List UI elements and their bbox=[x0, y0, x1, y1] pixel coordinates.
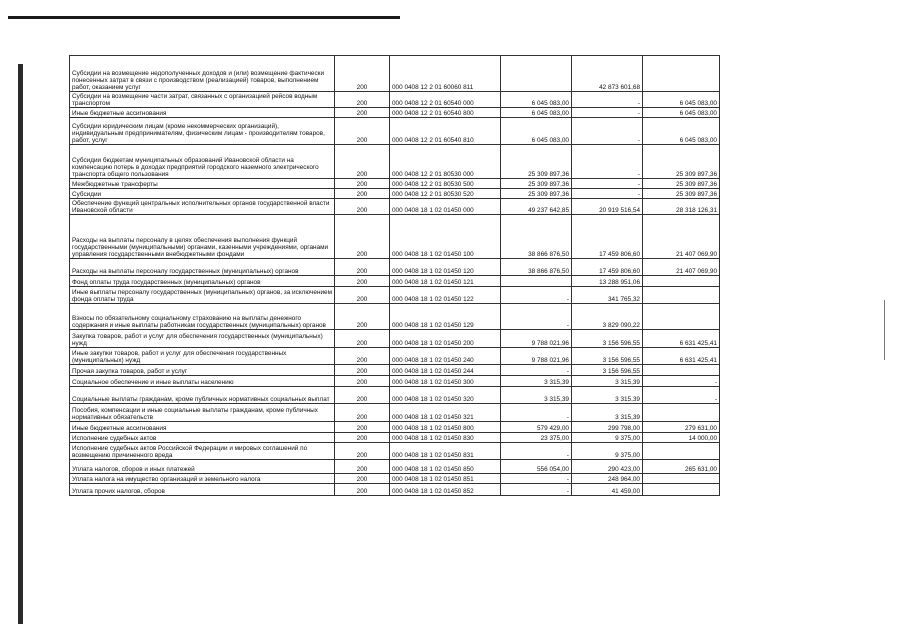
row-budget-code: 000 0408 12 2 01 60540 810 bbox=[390, 118, 501, 145]
row-approved: 25 309 897,36 bbox=[501, 145, 572, 179]
table-row bbox=[70, 92, 720, 108]
row-budget-code: 000 0408 18 1 02 01450 830 bbox=[390, 433, 501, 443]
row-approved: 579 429,00 bbox=[501, 422, 572, 433]
row-name: Субсидии bbox=[70, 189, 335, 199]
row-name: Социальное обеспечение и иные выплаты населению bbox=[70, 376, 335, 387]
row-approved: - bbox=[501, 304, 572, 330]
row-budget-code: 000 0408 18 1 02 01450 000 bbox=[390, 199, 501, 215]
table-row bbox=[70, 460, 720, 474]
row-name: Уплата налога на имущество организаций и земельного налога bbox=[70, 474, 335, 484]
row-name: Иные бюджетные ассигнования bbox=[70, 108, 335, 118]
row-budget-code: 000 0408 12 2 01 80530 500 bbox=[390, 179, 501, 189]
row-name: Иные закупки товаров, работ и услуг для обеспечения государственных (муниципальных) нужд bbox=[70, 348, 335, 365]
row-name: Исполнение судебных актов Российской Федерации и мировых соглашений по возмещению причиненного вреда bbox=[70, 443, 335, 460]
row-executed: 3 156 596,55 bbox=[572, 330, 643, 348]
row-approved: - bbox=[501, 287, 572, 304]
table-row bbox=[70, 474, 720, 484]
table-row bbox=[70, 189, 720, 199]
row-approved: 49 237 642,85 bbox=[501, 199, 572, 215]
row-executed: 248 964,00 bbox=[572, 474, 643, 484]
row-executed: 3 315,39 bbox=[572, 376, 643, 387]
row-name: Исполнение судебных актов bbox=[70, 433, 335, 443]
row-admin-code: 200 bbox=[335, 348, 390, 365]
row-unexecuted: 14 000,00 bbox=[643, 433, 720, 443]
row-budget-code: 000 0408 12 2 01 80530 000 bbox=[390, 145, 501, 179]
row-name: Субсидии на возмещение части затрат, связанных с организацией рейсов водным транспортом bbox=[70, 92, 335, 108]
row-approved: 23 375,00 bbox=[501, 433, 572, 443]
row-unexecuted: 6 045 083,00 bbox=[643, 108, 720, 118]
row-name: Иные выплаты персоналу государственных (муниципальных) органов, за исключением фонда оплаты труда bbox=[70, 287, 335, 304]
row-admin-code: 200 bbox=[335, 287, 390, 304]
row-budget-code: 000 0408 18 1 02 01450 831 bbox=[390, 443, 501, 460]
row-name: Обеспечение функций центральных исполнительных органов государственной власти Ивановской области bbox=[70, 199, 335, 215]
row-unexecuted: 279 631,00 bbox=[643, 422, 720, 433]
table-row bbox=[70, 145, 720, 179]
row-approved: 6 045 083,00 bbox=[501, 118, 572, 145]
row-name: Иные бюджетные ассигнования bbox=[70, 422, 335, 433]
budget-execution-table bbox=[69, 55, 720, 496]
table-row bbox=[70, 422, 720, 433]
row-unexecuted bbox=[643, 276, 720, 287]
row-name: Расходы на выплаты персоналу в целях обеспечения выполнения функций государственными (муниципальными) органами, казенными учреждениями, органами управления государственными внебюджетными фондами bbox=[70, 215, 335, 259]
row-unexecuted: 265 631,00 bbox=[643, 460, 720, 474]
row-unexecuted: 21 407 069,90 bbox=[643, 215, 720, 259]
row-admin-code: 200 bbox=[335, 304, 390, 330]
row-admin-code: 200 bbox=[335, 179, 390, 189]
row-unexecuted bbox=[643, 287, 720, 304]
row-approved: 9 788 021,96 bbox=[501, 348, 572, 365]
row-executed: 290 423,00 bbox=[572, 460, 643, 474]
row-admin-code: 200 bbox=[335, 276, 390, 287]
scan-mark bbox=[884, 300, 885, 360]
row-budget-code: 000 0408 18 1 02 01450 851 bbox=[390, 474, 501, 484]
row-unexecuted bbox=[643, 365, 720, 376]
row-executed: 17 459 806,60 bbox=[572, 215, 643, 259]
row-name: Субсидии бюджетам муниципальных образований Ивановской области на компенсацию потерь в доходах предприятий городского наземного электрического транспорта общего пользования bbox=[70, 145, 335, 179]
row-unexecuted: 6 631 425,41 bbox=[643, 330, 720, 348]
row-admin-code: 200 bbox=[335, 330, 390, 348]
row-executed: 3 156 596,55 bbox=[572, 365, 643, 376]
table-row bbox=[70, 404, 720, 422]
row-approved bbox=[501, 56, 572, 92]
table-row bbox=[70, 376, 720, 387]
table-body bbox=[70, 56, 720, 496]
row-admin-code: 200 bbox=[335, 484, 390, 496]
row-approved: 3 315,39 bbox=[501, 387, 572, 404]
row-approved: 6 045 083,00 bbox=[501, 108, 572, 118]
row-name: Уплата налогов, сборов и иных платежей bbox=[70, 460, 335, 474]
row-admin-code: 200 bbox=[335, 404, 390, 422]
row-executed: 13 288 951,06 bbox=[572, 276, 643, 287]
row-budget-code: 000 0408 18 1 02 01450 100 bbox=[390, 215, 501, 259]
row-name: Социальные выплаты гражданам, кроме публичных нормативных социальных выплат bbox=[70, 387, 335, 404]
row-name: Межбюджетные трансферты bbox=[70, 179, 335, 189]
row-budget-code: 000 0408 18 1 02 01450 129 bbox=[390, 304, 501, 330]
row-unexecuted: - bbox=[643, 376, 720, 387]
row-executed: - bbox=[572, 179, 643, 189]
row-admin-code: 200 bbox=[335, 422, 390, 433]
scan-binding-edge bbox=[18, 64, 23, 624]
row-unexecuted bbox=[643, 484, 720, 496]
row-admin-code: 200 bbox=[335, 474, 390, 484]
row-executed: 299 798,00 bbox=[572, 422, 643, 433]
table-row bbox=[70, 287, 720, 304]
table-row bbox=[70, 179, 720, 189]
table-row bbox=[70, 276, 720, 287]
table-row bbox=[70, 387, 720, 404]
row-approved: 38 866 876,50 bbox=[501, 215, 572, 259]
row-budget-code: 000 0408 18 1 02 01450 800 bbox=[390, 422, 501, 433]
row-name: Фонд оплаты труда государственных (муниципальных) органов bbox=[70, 276, 335, 287]
row-executed: 9 375,00 bbox=[572, 433, 643, 443]
row-approved: - bbox=[501, 443, 572, 460]
table-row bbox=[70, 348, 720, 365]
row-executed: 20 919 516,54 bbox=[572, 199, 643, 215]
row-unexecuted bbox=[643, 56, 720, 92]
row-admin-code: 200 bbox=[335, 365, 390, 376]
row-budget-code: 000 0408 18 1 02 01450 121 bbox=[390, 276, 501, 287]
row-admin-code: 200 bbox=[335, 259, 390, 276]
row-approved: 38 866 876,50 bbox=[501, 259, 572, 276]
row-approved: 25 309 897,36 bbox=[501, 189, 572, 199]
row-unexecuted: 6 045 083,00 bbox=[643, 118, 720, 145]
row-executed: - bbox=[572, 118, 643, 145]
row-executed: - bbox=[572, 145, 643, 179]
table-row bbox=[70, 443, 720, 460]
row-executed: 41 459,00 bbox=[572, 484, 643, 496]
row-budget-code: 000 0408 12 2 01 60540 000 bbox=[390, 92, 501, 108]
row-unexecuted: 21 407 069,90 bbox=[643, 259, 720, 276]
row-admin-code: 200 bbox=[335, 92, 390, 108]
row-admin-code: 200 bbox=[335, 443, 390, 460]
row-executed: 9 375,00 bbox=[572, 443, 643, 460]
row-unexecuted: 25 309 897,36 bbox=[643, 179, 720, 189]
row-budget-code: 000 0408 18 1 02 01450 852 bbox=[390, 484, 501, 496]
row-name: Расходы на выплаты персоналу государственных (муниципальных) органов bbox=[70, 259, 335, 276]
row-budget-code: 000 0408 18 1 02 01450 320 bbox=[390, 387, 501, 404]
row-unexecuted bbox=[643, 443, 720, 460]
row-executed: 3 315,39 bbox=[572, 404, 643, 422]
row-executed: - bbox=[572, 189, 643, 199]
row-admin-code: 200 bbox=[335, 433, 390, 443]
table-row bbox=[70, 484, 720, 496]
table-row bbox=[70, 118, 720, 145]
row-approved: 556 054,00 bbox=[501, 460, 572, 474]
row-unexecuted: 28 318 126,31 bbox=[643, 199, 720, 215]
row-name: Субсидии на возмещение недополученных доходов и (или) возмещение фактически понесенных затрат в связи с производством (реализацией) товаров, выполнением работ, оказанием услуг bbox=[70, 56, 335, 92]
table-row bbox=[70, 259, 720, 276]
row-unexecuted: - bbox=[643, 387, 720, 404]
row-executed: 17 459 806,60 bbox=[572, 259, 643, 276]
row-budget-code: 000 0408 12 2 01 60060 811 bbox=[390, 56, 501, 92]
row-approved: - bbox=[501, 474, 572, 484]
table-row bbox=[70, 365, 720, 376]
row-name: Пособия, компенсации и иные социальные выплаты гражданам, кроме публичных нормативных обязательств bbox=[70, 404, 335, 422]
row-budget-code: 000 0408 18 1 02 01450 240 bbox=[390, 348, 501, 365]
row-budget-code: 000 0408 18 1 02 01450 120 bbox=[390, 259, 501, 276]
table-row bbox=[70, 330, 720, 348]
row-name: Уплата прочих налогов, сборов bbox=[70, 484, 335, 496]
table-row bbox=[70, 199, 720, 215]
row-budget-code: 000 0408 18 1 02 01450 244 bbox=[390, 365, 501, 376]
row-approved: 25 309 897,36 bbox=[501, 179, 572, 189]
row-approved: 9 788 021,96 bbox=[501, 330, 572, 348]
row-unexecuted: 25 309 897,36 bbox=[643, 145, 720, 179]
row-name: Субсидии юридическим лицам (кроме некоммерческих организаций), индивидуальным предпринимателям, физическим лицам - производителям товаров, работ, услуг bbox=[70, 118, 335, 145]
row-admin-code: 200 bbox=[335, 387, 390, 404]
row-executed: 42 873 601,68 bbox=[572, 56, 643, 92]
row-executed: - bbox=[572, 108, 643, 118]
row-admin-code: 200 bbox=[335, 108, 390, 118]
header-rule bbox=[8, 16, 400, 19]
row-executed: - bbox=[572, 92, 643, 108]
row-unexecuted bbox=[643, 404, 720, 422]
row-approved: 3 315,39 bbox=[501, 376, 572, 387]
row-executed: 3 156 596,55 bbox=[572, 348, 643, 365]
row-unexecuted: 6 631 425,41 bbox=[643, 348, 720, 365]
row-name: Прочая закупка товаров, работ и услуг bbox=[70, 365, 335, 376]
row-executed: 3 829 090,22 bbox=[572, 304, 643, 330]
row-budget-code: 000 0408 18 1 02 01450 850 bbox=[390, 460, 501, 474]
row-admin-code: 200 bbox=[335, 199, 390, 215]
row-name: Взносы по обязательному социальному страхованию на выплаты денежного содержания и иные выплаты работникам государственных (муниципальных) органов bbox=[70, 304, 335, 330]
row-admin-code: 200 bbox=[335, 460, 390, 474]
table-row bbox=[70, 215, 720, 259]
row-unexecuted bbox=[643, 474, 720, 484]
table-row bbox=[70, 56, 720, 92]
row-budget-code: 000 0408 18 1 02 01450 300 bbox=[390, 376, 501, 387]
row-approved: - bbox=[501, 365, 572, 376]
row-budget-code: 000 0408 12 2 01 60540 800 bbox=[390, 108, 501, 118]
row-budget-code: 000 0408 18 1 02 01450 200 bbox=[390, 330, 501, 348]
row-name: Закупка товаров, работ и услуг для обеспечения государственных (муниципальных) нужд bbox=[70, 330, 335, 348]
row-executed: 3 315,39 bbox=[572, 387, 643, 404]
row-executed: 341 765,32 bbox=[572, 287, 643, 304]
row-unexecuted: 25 309 897,36 bbox=[643, 189, 720, 199]
row-admin-code: 200 bbox=[335, 145, 390, 179]
row-unexecuted: 6 045 083,00 bbox=[643, 92, 720, 108]
table-row bbox=[70, 433, 720, 443]
row-budget-code: 000 0408 12 2 01 80530 520 bbox=[390, 189, 501, 199]
row-budget-code: 000 0408 18 1 02 01450 122 bbox=[390, 287, 501, 304]
table-row bbox=[70, 304, 720, 330]
table-row bbox=[70, 108, 720, 118]
row-admin-code: 200 bbox=[335, 56, 390, 92]
row-approved: - bbox=[501, 484, 572, 496]
row-approved bbox=[501, 276, 572, 287]
row-approved: - bbox=[501, 404, 572, 422]
row-approved: 6 045 083,00 bbox=[501, 92, 572, 108]
row-admin-code: 200 bbox=[335, 376, 390, 387]
row-admin-code: 200 bbox=[335, 215, 390, 259]
row-unexecuted bbox=[643, 304, 720, 330]
row-budget-code: 000 0408 18 1 02 01450 321 bbox=[390, 404, 501, 422]
row-admin-code: 200 bbox=[335, 118, 390, 145]
row-admin-code: 200 bbox=[335, 189, 390, 199]
